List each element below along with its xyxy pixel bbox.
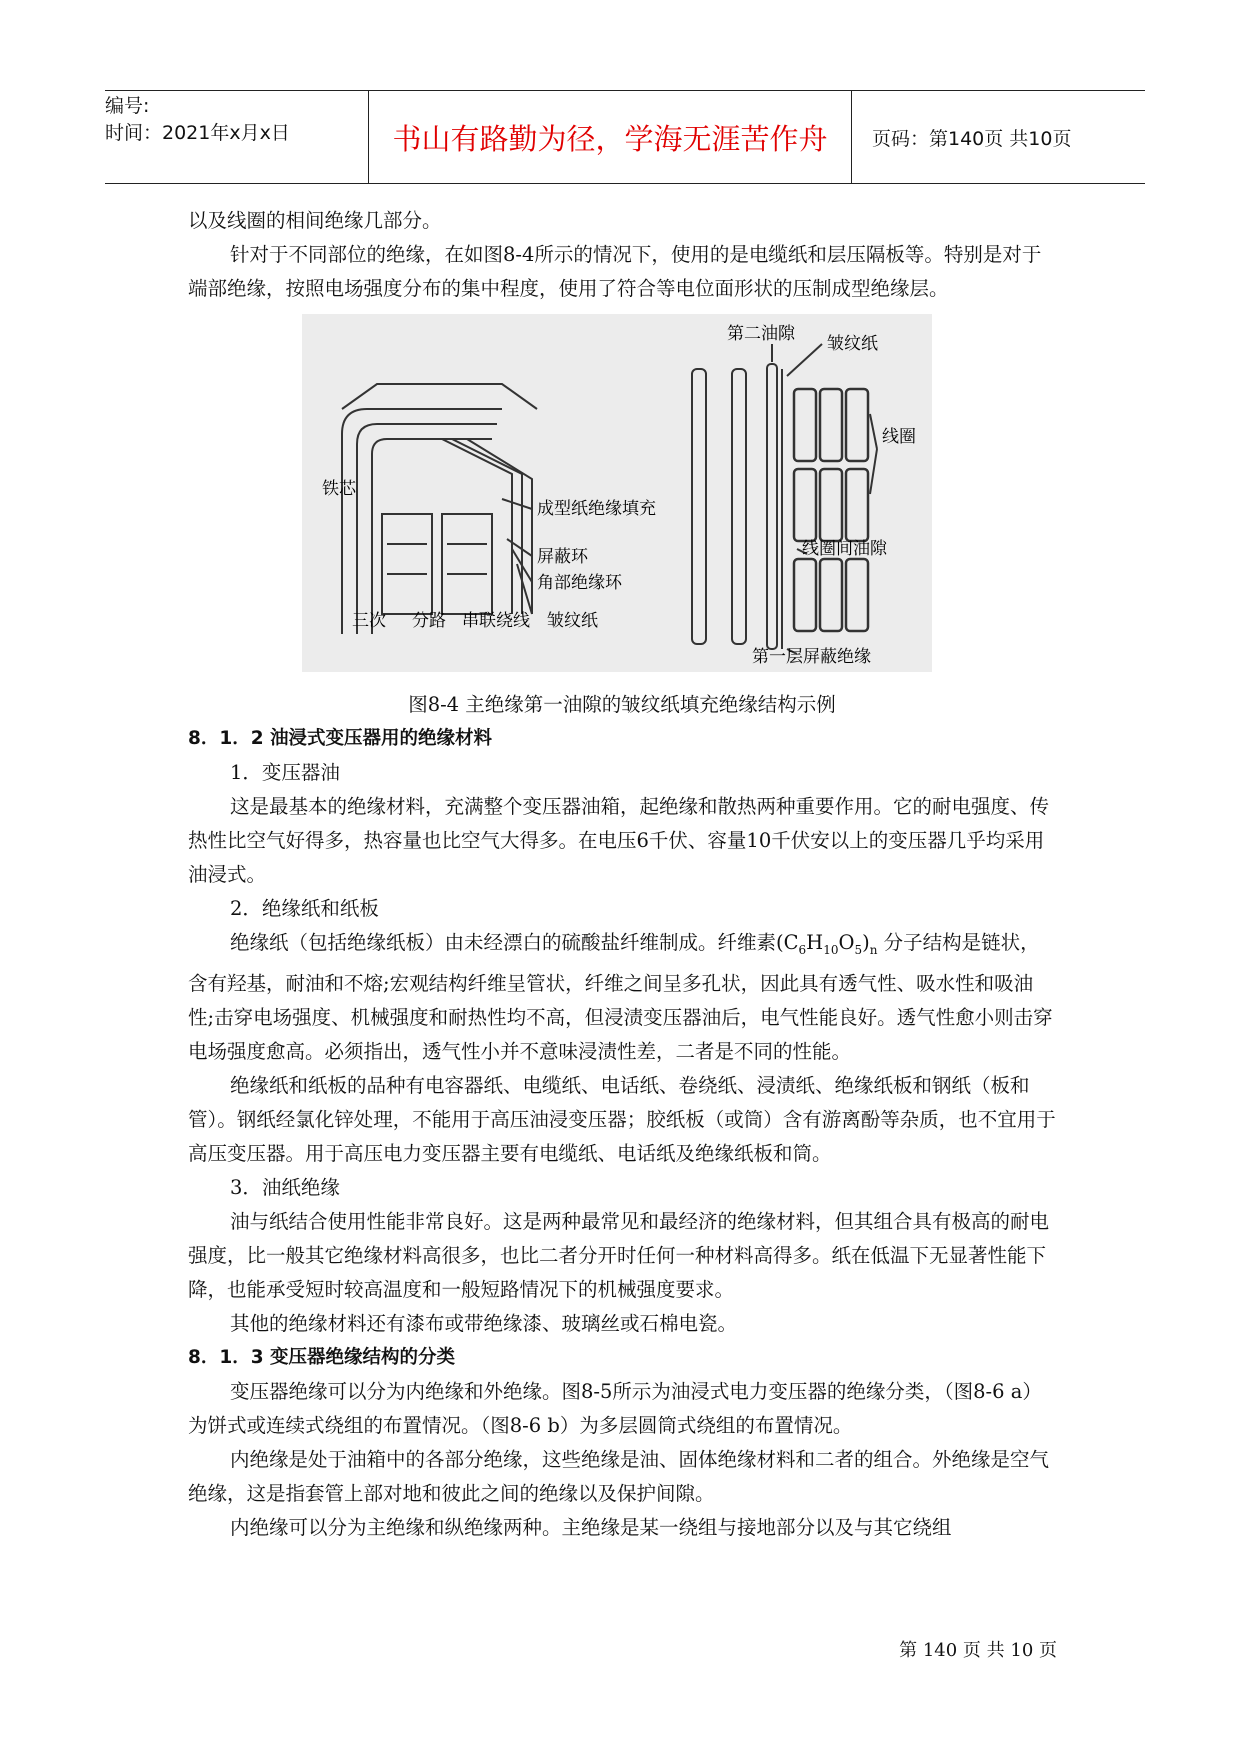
page-header	[105, 90, 1145, 184]
paragraph-part: 分子结构是链状，含有羟基，耐油和不熔;宏观结构纤维呈管状，纤维之间呈多孔状，因此具有透气性、吸水性和吸油性;击穿电场强度、机械强度和耐热性均不高，但浸渍变压器油后，电气性能良好。透气性愈小则击穿电场强度愈高。必须指出，透气性小并不意味浸渍性差，二者是不同的性能。	[188, 931, 1053, 1063]
figure-8-4	[302, 314, 932, 672]
paragraph: 油与纸结合使用性能非常良好。这是两种最常见和最经济的绝缘材料，但其组合具有极高的耐电强度，比一般其它绝缘材料高很多，也比二者分开时任何一种材料高得多。纸在低温下无显著性能下降，也能承受短时较高温度和一般短路情况下的机械强度要求。	[188, 1209, 1050, 1301]
section-heading-8-1-2: 8．1．2 油浸式变压器用的绝缘材料	[188, 728, 493, 749]
section-heading-8-1-3: 8．1．3 变压器绝缘结构的分类	[188, 1346, 456, 1368]
paragraph: 以及线圈的相间绝缘几部分。	[188, 209, 442, 232]
paragraph: 针对于不同部位的绝缘，在如图8-4所示的情况下，使用的是电缆纸和层压隔板等。特别是对于端部绝缘，按照电场强度分布的集中程度，使用了符合等电位面形状的压制成型绝缘层。	[188, 243, 1042, 300]
header-left	[105, 91, 368, 185]
page-footer: 第 140 页 共 10 页	[899, 1640, 1057, 1661]
paragraph: 变压器绝缘可以分为内绝缘和外绝缘。图8-5所示为油浸式电力变压器的绝缘分类，（图8-6 a）为饼式或连续式绕组的布置情况。（图8-6 b）为多层圆筒式绕组的布置情况。	[188, 1379, 1042, 1437]
label-iron-core: 铁芯	[322, 479, 356, 499]
paragraph: 其他的绝缘材料还有漆布或带绝缘漆、玻璃丝或石棉电瓷。	[230, 1311, 738, 1335]
page-info: 页码：第140页 共10页	[872, 127, 1072, 150]
subsection-oil: 1．变压器油	[230, 761, 340, 784]
figure-caption: 图8-4 主绝缘第一油隙的皱纹纸填充绝缘结构示例	[408, 693, 836, 716]
paragraph: 内绝缘可以分为主绝缘和纵绝缘两种。主绝缘是某一绕组与接地部分以及与其它绕组	[230, 1515, 952, 1539]
label-first-shield: 第一层屏蔽绝缘	[752, 647, 871, 667]
label-second-oil-gap: 第二油隙	[727, 324, 795, 344]
number-label: 编号:	[105, 95, 150, 117]
label-coil-oil-gap: 线圈间油隙	[802, 539, 887, 559]
paragraph: 内绝缘是处于油箱中的各部分绝缘，这些绝缘是油、固体绝缘材料和二者的组合。外绝缘是空气绝缘，这是指套管上部对地和彼此之间的绝缘以及保护间隙。	[188, 1447, 1050, 1505]
motto: 书山有路勤为径，学海无涯苦作舟	[368, 91, 852, 183]
label-corner-ring: 角部绝缘环	[537, 573, 622, 593]
label-branch: 分路	[412, 611, 446, 631]
label-shield-ring: 屏蔽环	[537, 547, 588, 567]
subsection-paper: 2．绝缘纸和纸板	[230, 897, 379, 920]
label-series-winding: 串联绕线	[462, 611, 530, 631]
paragraph: 绝缘纸和纸板的品种有电容器纸、电缆纸、电话纸、卷绕纸、浸渍纸、绝缘纸板和钢纸（板和管）。钢纸经氯化锌处理，不能用于高压油浸变压器；胶纸板（或筒）含有游离酚等杂质，也不宜用于高压变压器。用于高压电力变压器主要有电缆纸、电话纸及绝缘纸板和筒。	[188, 1073, 1056, 1165]
time-label: 时间：2021年x月x日	[105, 122, 290, 144]
document-body	[188, 204, 1056, 1545]
label-tertiary: 三次	[352, 611, 386, 631]
label-molded-fill: 成型纸绝缘填充	[537, 499, 656, 519]
paragraph: 这是最基本的绝缘材料，充满整个变压器油箱，起绝缘和散热两种重要作用。它的耐电强度、传热性比空气好得多，热容量也比空气大得多。在电压6千伏、容量10千伏安以上的变压器几乎均采用油浸式。	[188, 795, 1050, 886]
paragraph-part: 绝缘纸（包括绝缘纸板）由未经漂白的硫酸盐纤维制成。纤维素(C	[230, 931, 799, 954]
label-crepe-paper-bottom: 皱纹纸	[547, 611, 598, 631]
paragraph: 绝缘纸（包括绝缘纸板）由未经漂白的硫酸盐纤维制成。纤维素$(C_6H_{10}O_5)_n$ 分子结构是链状，含有羟基，耐油和不熔;宏观结构纤维呈管状，纤维之间呈多孔状，因此具有透气性、吸水性和吸油性;击穿电场强度、机械强度和耐热性均不高，但浸渍变压器油后，电气性能良好。透气性愈小则击穿电场强度愈高。必须指出，透气性小并不意味浸渍性差，二者是不同的性能。	[188, 931, 1053, 1063]
subsection-oil-paper: 3．油纸绝缘	[230, 1175, 340, 1199]
label-crepe-paper-top: 皱纹纸	[827, 334, 878, 354]
label-coil: 线圈	[882, 427, 916, 447]
insulation-diagram	[302, 314, 932, 672]
